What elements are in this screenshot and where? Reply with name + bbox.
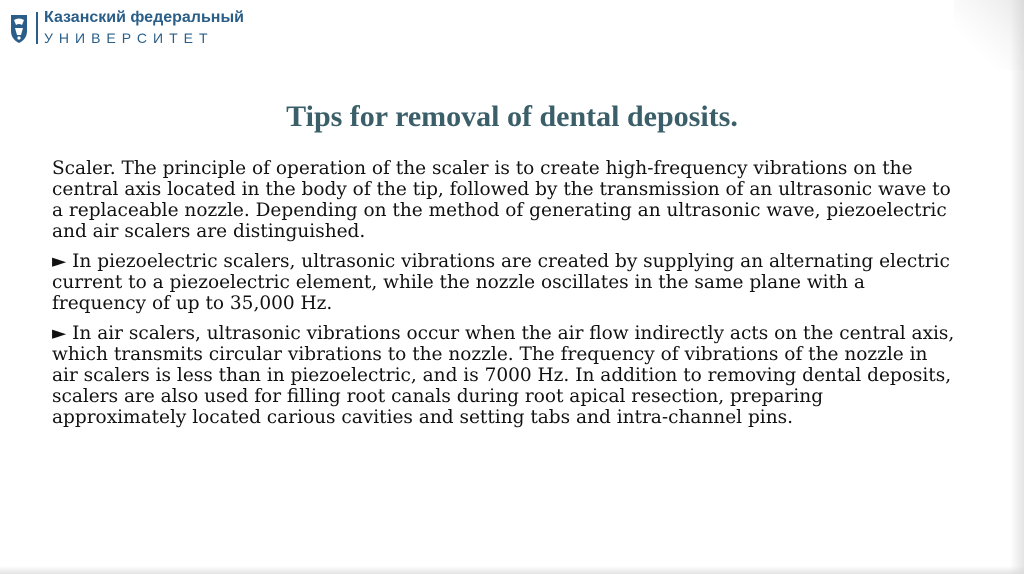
bullet-arrow-icon: ►	[52, 323, 67, 344]
logo-line2: УНИВЕРСИТЕТ	[44, 30, 214, 46]
logo-line1: Казанский федеральный	[44, 9, 244, 26]
paragraph-air-scalers	[52, 323, 957, 428]
slide-title: Tips for removal of dental deposits.	[286, 100, 738, 133]
bullet-arrow-icon: ►	[52, 251, 67, 272]
paragraph-text: Scaler. The principle of operation of the scaler is to create high-frequency vibrations on the central axis located in the body of the tip, followed by the transmission of an ultrasonic wave to a replaceable nozzle. Depending on the method of generating an ultrasonic wave, piezoelectric and air scalers are distinguished.	[52, 158, 951, 242]
slide-right-shadow	[1010, 0, 1024, 574]
paragraph-scaler	[52, 158, 957, 242]
paragraph-text: In air scalers, ultrasonic vibrations occur when the air flow indirectly acts on the central axis, which transmits circular vibrations to the nozzle. The frequency of vibrations of the nozzle in air scalers is less than in piezoelectric, and is 7000 Hz. In addition to removing dental deposits, scalers are also used for filling root canals during root apical resection, preparing approximately located carious cavities and setting tabs and intra-channel pins.	[52, 323, 955, 428]
logo-divider	[36, 12, 38, 44]
kfu-crest-icon	[8, 11, 30, 45]
logo-text	[44, 10, 244, 45]
university-logo	[8, 10, 244, 45]
slide-body	[52, 158, 957, 437]
paragraph-text: In piezoelectric scalers, ultrasonic vibrations are created by supplying an alternating electric current to a piezoelectric element, while the nozzle oscillates in the same plane with a frequency of up to 35,000 Hz.	[52, 251, 950, 314]
slide-bottom-shadow	[0, 566, 1024, 574]
paragraph-piezoelectric	[52, 251, 957, 314]
